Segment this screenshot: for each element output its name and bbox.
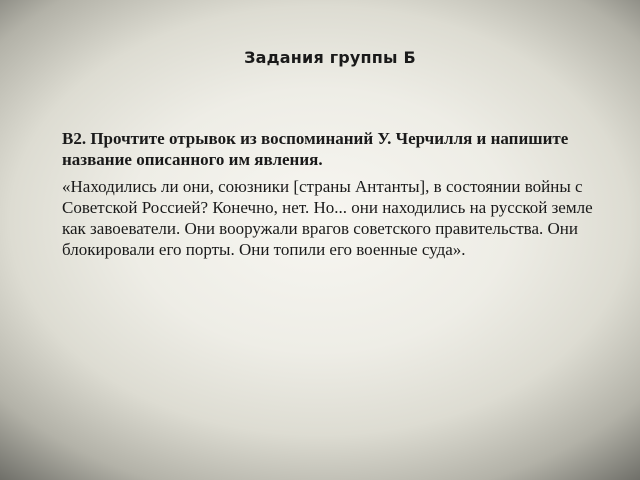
churchill-quote: «Находились ли они, союзники [страны Антанты], в состоянии войны с Советской Россией? Конечно, нет. Но... они находились на русской земле как завоеватели. Они вооружали врагов советского правительства. Они блокировали его порты. Они топили его военные суда». (62, 177, 593, 259)
slide-title: Задания группы Б (244, 48, 416, 67)
task-heading: B2. Прочтите отрывок из воспоминаний У. Черчилля и напишите название описанного им явления. (62, 129, 569, 169)
